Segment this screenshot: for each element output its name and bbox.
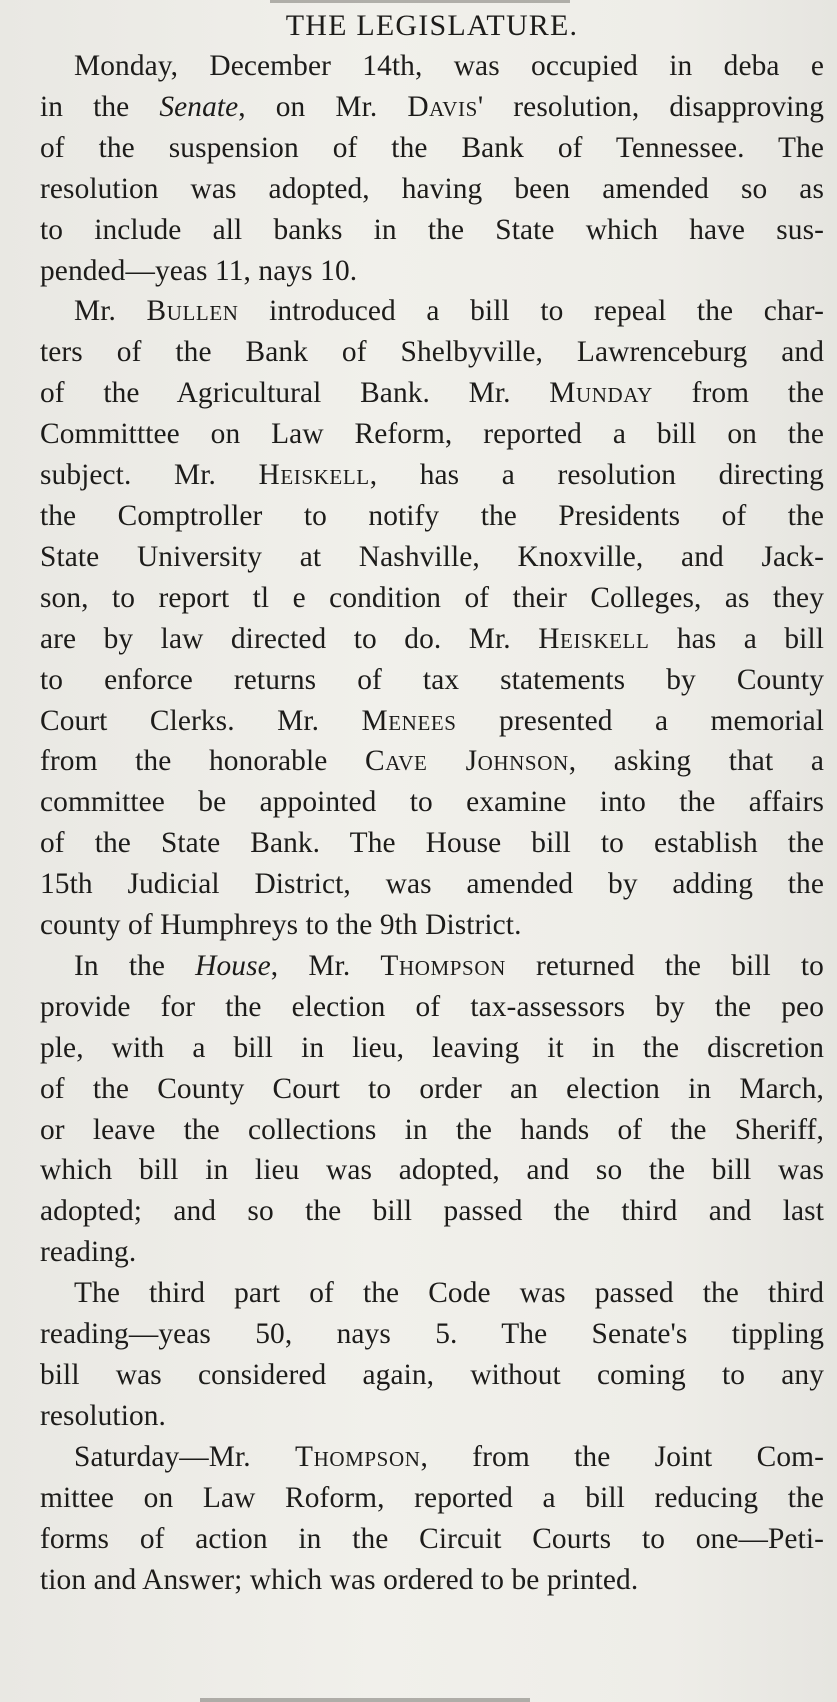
- text-run: forms of action in the Circuit Courts to one—Peti-: [40, 1522, 824, 1555]
- text-line: [40, 1437, 824, 1478]
- text-line: [40, 946, 824, 987]
- text-run: to enforce returns of tax statements by County: [40, 663, 824, 696]
- text-run: tion and Answer; which was ordered to be printed.: [40, 1563, 639, 1596]
- text-run: Committtee on Law Reform, reported a bill on the: [40, 418, 824, 451]
- text-line: [40, 1191, 824, 1232]
- article-heading: THE LEGISLATURE.: [285, 9, 579, 42]
- text-line: [40, 291, 824, 332]
- text-line: [40, 1519, 824, 1560]
- text-line: [40, 1355, 824, 1396]
- text-run: are by law directed to do. Mr.: [40, 622, 539, 655]
- text-run: of the State Bank. The House bill to establish the: [40, 827, 824, 860]
- text-run: reading—yeas 50, nays 5. The Senate's tippling: [40, 1318, 824, 1351]
- proper-name: Heiskell: [538, 622, 650, 655]
- text-line: [40, 210, 824, 251]
- emphasis: Senate: [159, 90, 239, 123]
- proper-name: Munday: [549, 377, 653, 410]
- text-line: [40, 1232, 824, 1273]
- text-line: [40, 46, 824, 87]
- text-line: [40, 1150, 824, 1191]
- text-run: which bill in lieu was adopted, and so the bill was: [40, 1154, 824, 1187]
- text-run: pended—yeas 11, nays 10.: [40, 254, 358, 287]
- article-paragraph: [40, 946, 824, 1273]
- emphasis: House: [195, 949, 271, 982]
- text-run: county of Humphreys to the 9th District.: [40, 909, 522, 942]
- text-run: , asking that a: [568, 745, 824, 778]
- text-run: of the Agricultural Bank. Mr.: [40, 377, 550, 410]
- text-run: resolution.: [40, 1399, 166, 1432]
- text-run: returned the bill to: [505, 949, 824, 982]
- text-run: from the honorable: [40, 745, 366, 778]
- text-line: [40, 823, 824, 864]
- text-line: [40, 578, 824, 619]
- text-line: [40, 251, 824, 292]
- text-line: [40, 619, 824, 660]
- text-run: ' resolution, disapproving: [477, 90, 824, 123]
- text-line: [40, 1560, 824, 1601]
- text-run: ple, with a bill in lieu, leaving it in the discretion: [40, 1031, 824, 1064]
- text-run: State University at Nashville, Knoxville, and Jack-: [40, 540, 824, 573]
- text-line: [40, 864, 824, 905]
- text-run: Monday, December 14th, was occupied in deba e: [74, 50, 824, 82]
- text-line: [40, 414, 824, 455]
- text-line: [40, 332, 824, 373]
- article-paragraph: [40, 291, 824, 946]
- text-run: has a bill: [649, 622, 824, 655]
- article-column: [40, 6, 824, 1600]
- text-run: committee be appointed to examine into the affairs: [40, 786, 824, 819]
- text-run: Court Clerks. Mr.: [40, 704, 362, 737]
- article-paragraph: [40, 46, 824, 291]
- text-line: [40, 782, 824, 823]
- text-line: [40, 128, 824, 169]
- top-column-rule: [270, 0, 570, 3]
- text-run: mittee on Law Roform, reported a bill reducing the: [40, 1481, 824, 1514]
- text-line: [40, 987, 824, 1028]
- text-run: from the: [652, 377, 824, 410]
- text-run: adopted; and so the bill passed the third and last: [40, 1195, 824, 1228]
- text-run: in the: [40, 90, 160, 123]
- bottom-column-rule: [200, 1698, 530, 1702]
- text-line: [40, 1396, 824, 1437]
- text-run: to include all banks in the State which have sus-: [40, 213, 824, 246]
- text-run: the Comptroller to notify the Presidents of the: [40, 499, 824, 532]
- text-run: presented a memorial: [456, 704, 824, 737]
- text-run: introduced a bill to repeal the char-: [238, 295, 824, 328]
- text-run: provide for the election of tax-assessors by the peo: [40, 990, 824, 1023]
- proper-name: Bullen: [146, 295, 239, 328]
- text-run: , has a resolution directing: [369, 459, 824, 492]
- text-run: , on Mr.: [238, 90, 408, 123]
- text-run: or leave the collections in the hands of the Sheriff,: [40, 1113, 824, 1146]
- text-line: [40, 701, 824, 742]
- text-line: [40, 1110, 824, 1151]
- text-run: bill was considered again, without coming to any: [40, 1359, 824, 1391]
- text-line: [40, 87, 824, 128]
- text-run: , from the Joint Com-: [420, 1440, 824, 1473]
- text-run: subject. Mr.: [40, 459, 259, 492]
- text-line: [40, 1273, 824, 1314]
- proper-name: Davis: [407, 90, 478, 123]
- text-run: In the: [74, 949, 196, 982]
- text-run: The third part of the Code was passed the third: [74, 1277, 824, 1310]
- text-line: [40, 1028, 824, 1069]
- text-line: [40, 1478, 824, 1519]
- text-run: ters of the Bank of Shelbyville, Lawrenceburg and: [40, 336, 824, 369]
- article-paragraph: [40, 1273, 824, 1437]
- proper-name: Cave Johnson: [365, 745, 569, 778]
- text-line: [40, 537, 824, 578]
- text-line: [40, 1314, 824, 1355]
- proper-name: Heiskell: [258, 459, 370, 492]
- proper-name: Thompson: [380, 949, 506, 982]
- proper-name: Thompson: [295, 1440, 421, 1473]
- text-line: [40, 741, 824, 782]
- text-line: [40, 660, 824, 701]
- text-line: [40, 373, 824, 414]
- text-run: Mr.: [74, 295, 147, 328]
- text-line: [40, 905, 824, 946]
- article-paragraph: [40, 1437, 824, 1601]
- text-run: 15th Judicial District, was amended by adding the: [40, 868, 824, 901]
- text-line: [40, 1069, 824, 1110]
- proper-name: Menees: [361, 704, 457, 737]
- text-run: son, to report tl e condition of their Colleges, as they: [40, 581, 824, 614]
- text-run: resolution was adopted, having been amended so as: [40, 172, 824, 205]
- text-run: , Mr.: [270, 949, 381, 982]
- text-run: of the County Court to order an election in March,: [40, 1072, 824, 1105]
- text-run: Saturday—Mr.: [74, 1440, 296, 1473]
- text-line: [40, 455, 824, 496]
- article-body: [40, 46, 824, 1600]
- text-run: of the suspension of the Bank of Tennessee. The: [40, 131, 824, 164]
- text-line: [40, 496, 824, 537]
- text-line: [40, 169, 824, 210]
- text-run: reading.: [40, 1236, 137, 1269]
